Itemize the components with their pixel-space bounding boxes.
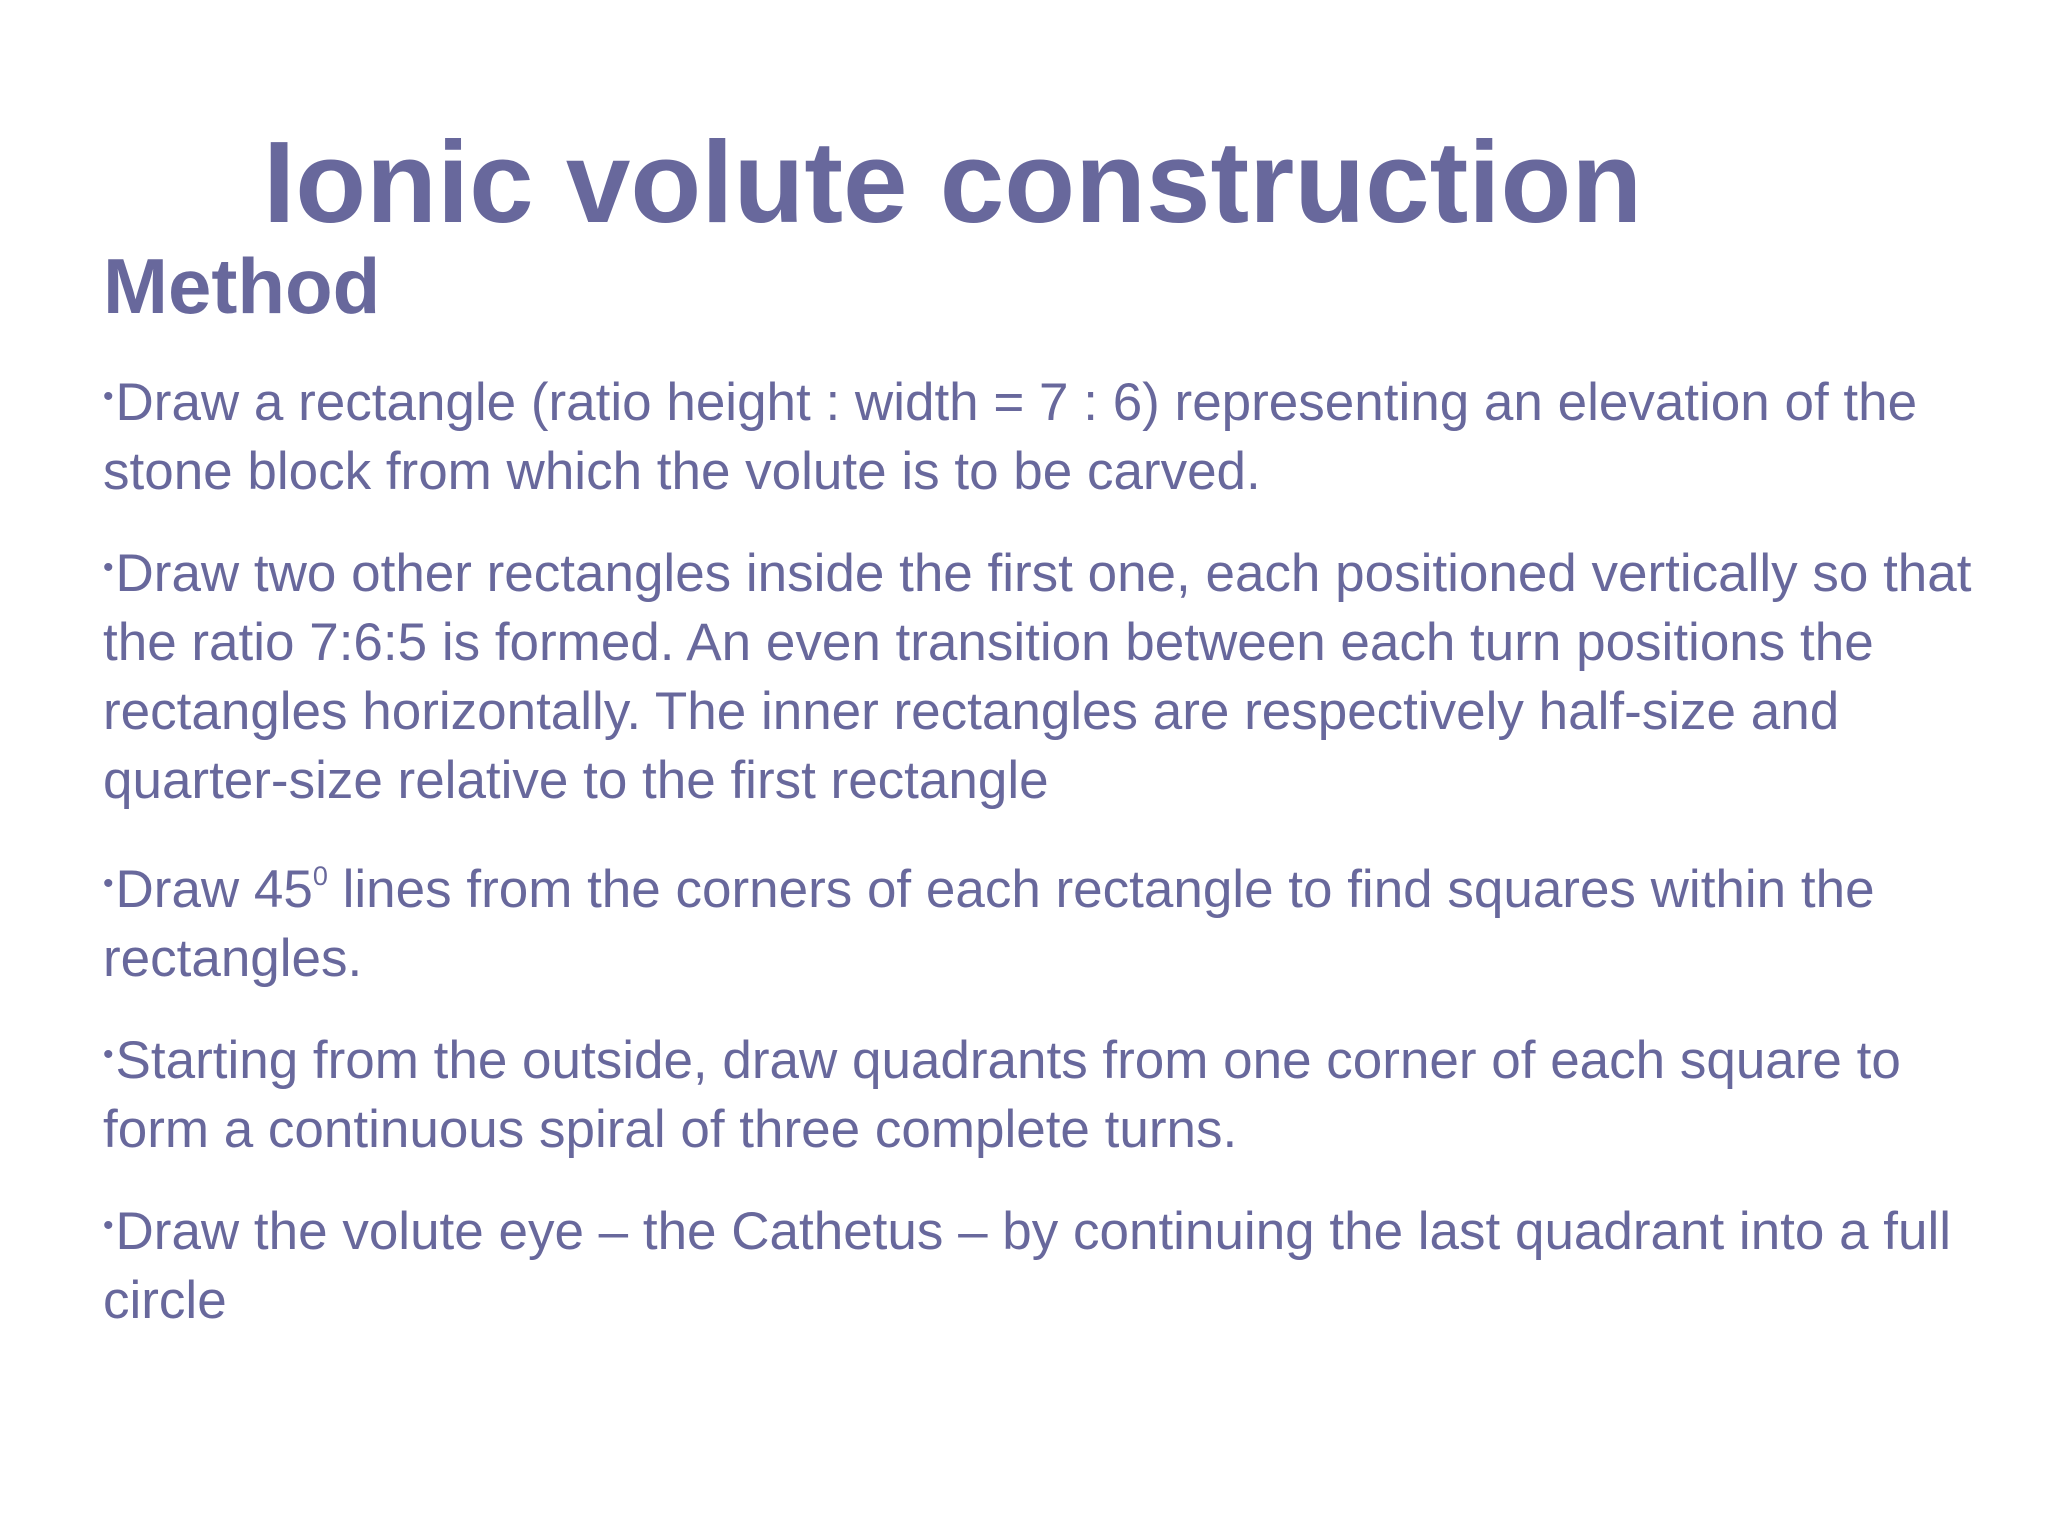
bullet-text-after: lines from the corners of each rectangle to find squares within the rectangles. — [103, 860, 1875, 988]
bullet-marker: • — [103, 867, 114, 900]
bullet-text: Starting from the outside, draw quadrants from one corner of each square to form a continuous spiral of three complete turns. — [103, 1031, 1901, 1159]
bullet-text-before: Draw 45 — [115, 860, 313, 919]
bullet-item — [103, 362, 1983, 506]
bullet-marker: • — [103, 1038, 114, 1071]
bullet-item — [103, 1020, 1983, 1164]
slide-subtitle: Method — [103, 242, 381, 330]
degree-superscript: 0 — [312, 861, 328, 891]
bullet-text: Draw a rectangle (ratio height : width = 7 : 6) representing an elevation of the stone block from which the volute is to be carved. — [103, 373, 1918, 501]
bullet-item — [103, 1191, 1983, 1335]
bullet-list — [103, 362, 1983, 1362]
bullet-marker: • — [103, 1209, 114, 1242]
bullet-marker: • — [103, 551, 114, 584]
bullet-text: Draw two other rectangles inside the first one, each positioned vertically so that the ratio 7:6:5 is formed. An even transition between each turn positions the rectangles horizontally. The inner rectangles are respectively half-size and quarter-size relative to the first rectangle — [103, 544, 1972, 810]
bullet-item — [103, 533, 1983, 815]
bullet-text: Draw the volute eye – the Cathetus – by continuing the last quadrant into a full circle — [103, 1202, 1952, 1330]
bullet-item — [103, 842, 1983, 993]
slide-title: Ionic volute construction — [263, 117, 1643, 247]
bullet-marker: • — [103, 380, 114, 413]
